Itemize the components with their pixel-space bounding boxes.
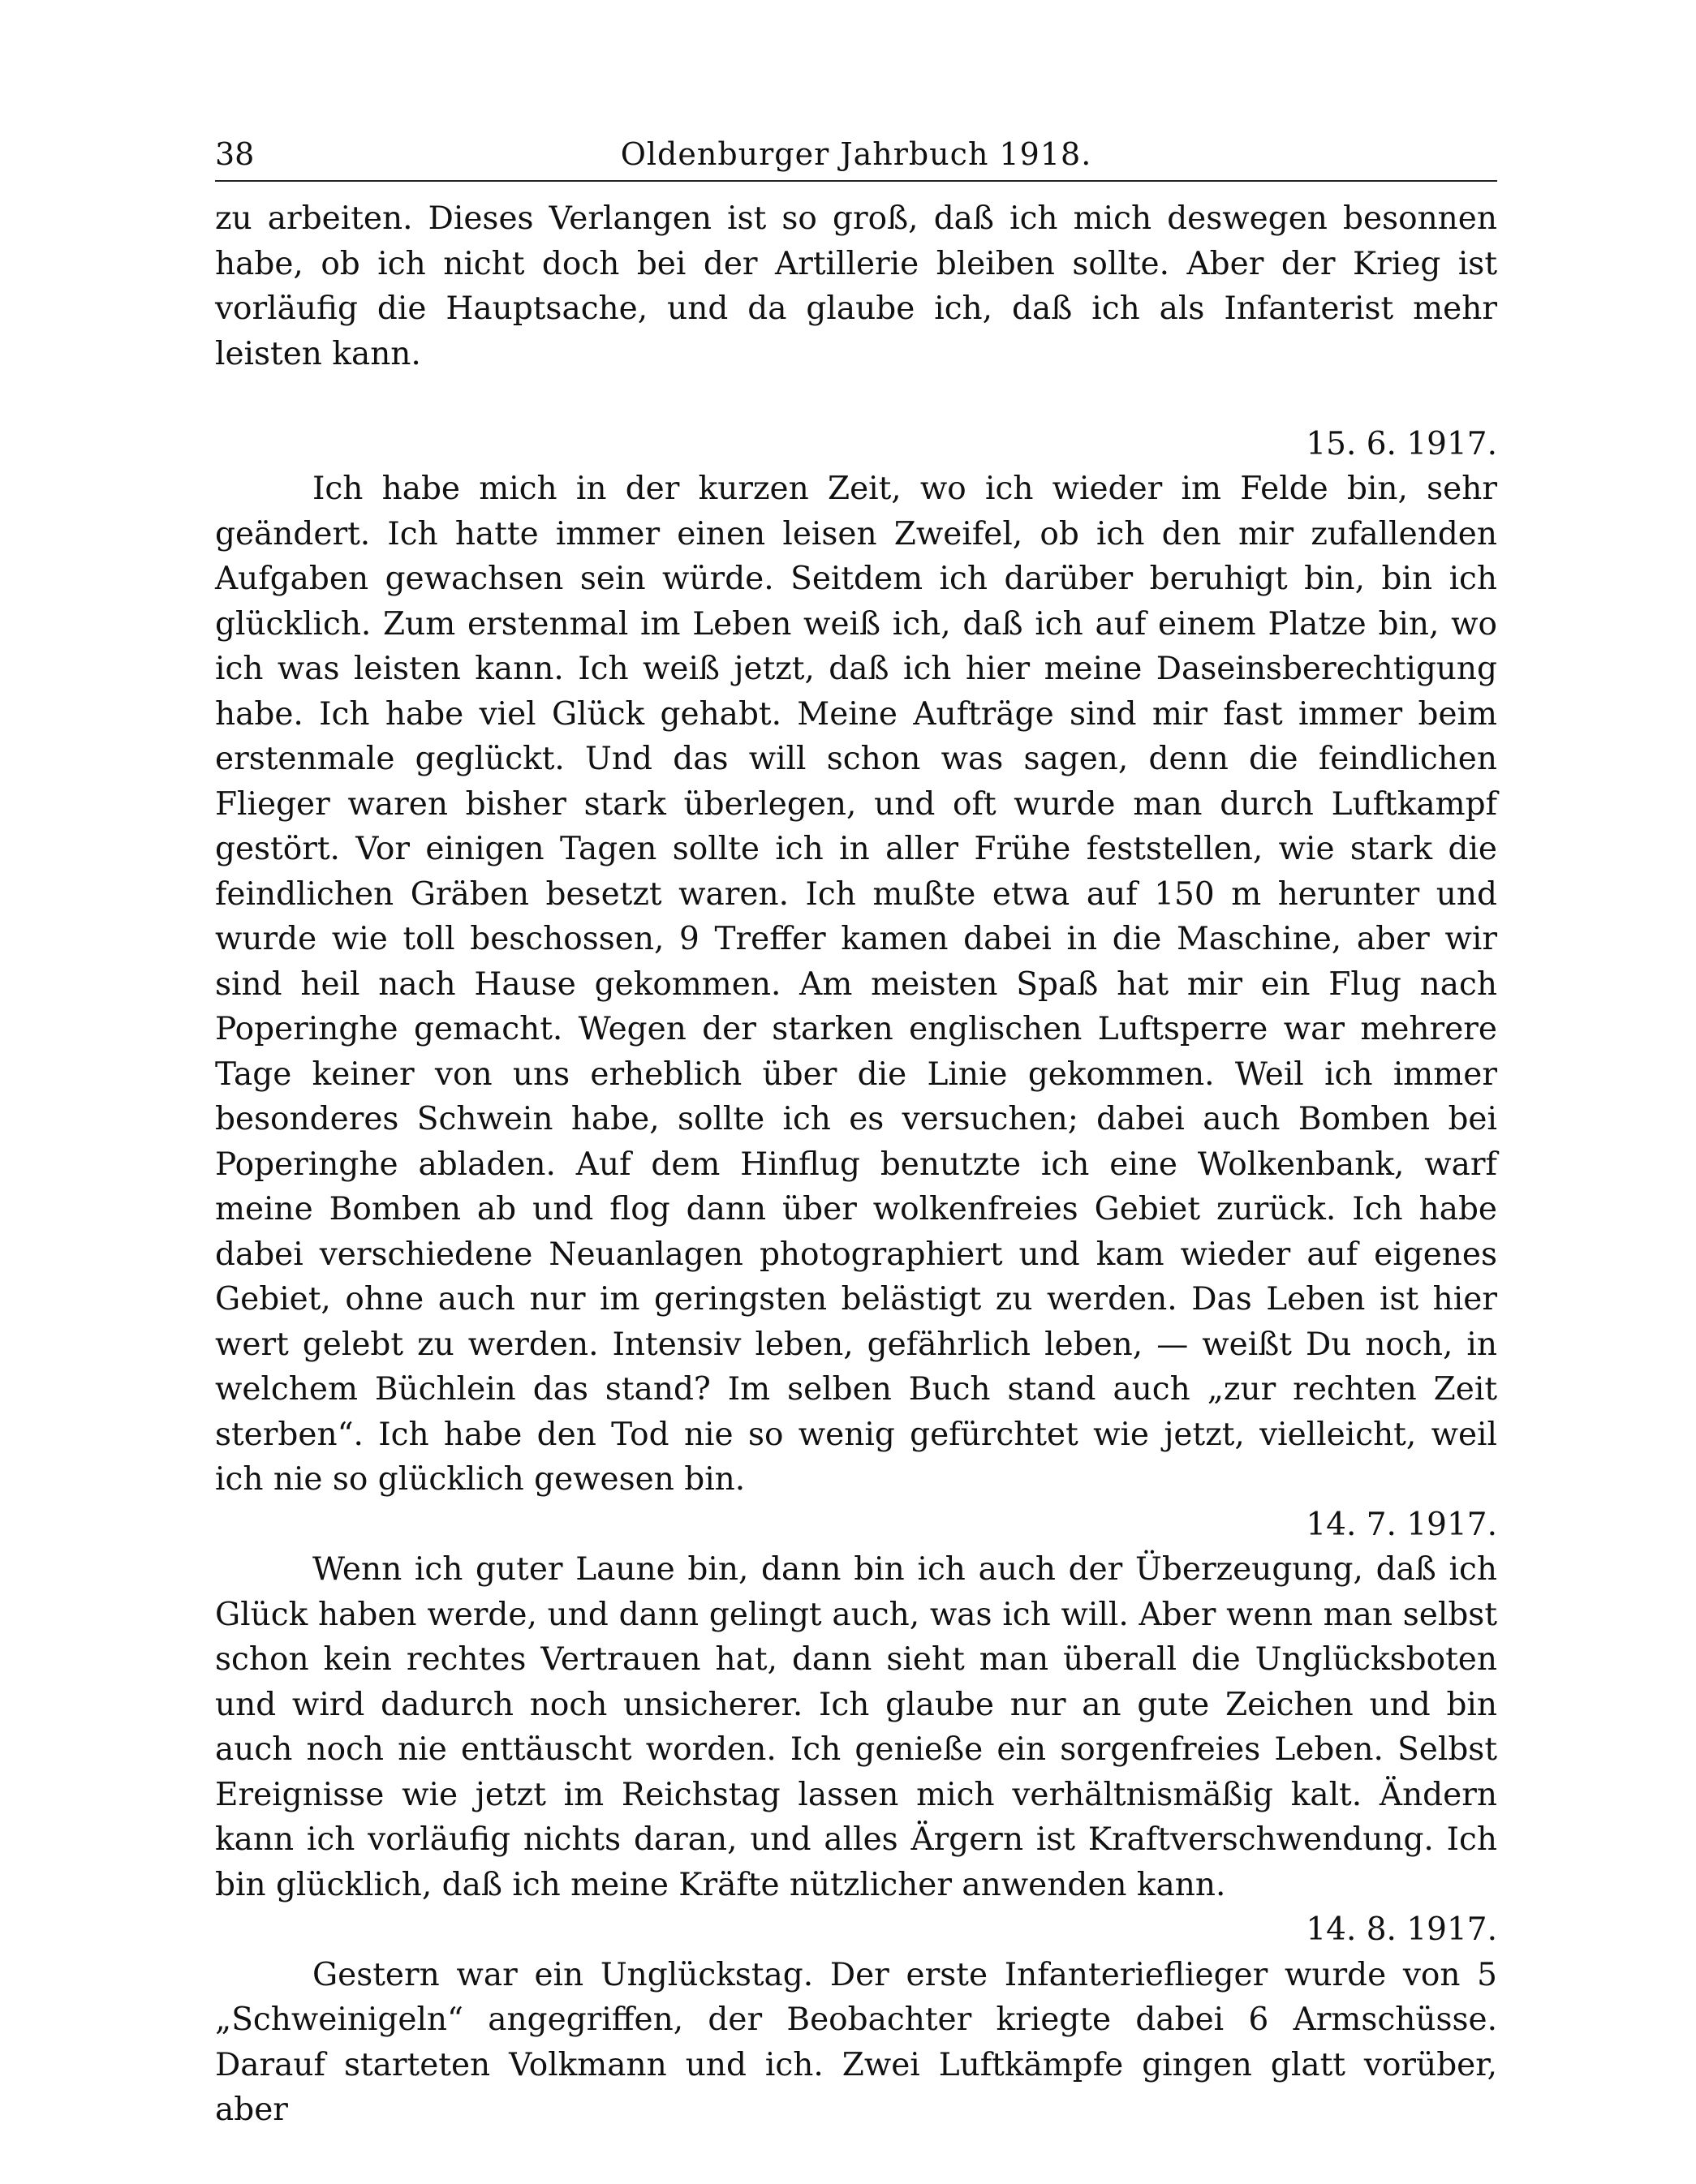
spacer <box>215 376 1497 422</box>
body-text <box>215 196 1497 2133</box>
date-line-1: 15. 6. 1917. <box>1306 425 1497 462</box>
header-rule <box>215 180 1497 182</box>
page-header <box>215 130 1497 178</box>
paragraph-3: Wenn ich guter Laune bin, dann bin ich auch der Überzeugung, daß ich Glück haben werde, und dann gelingt auch, was ich will. Aber wenn man selbst schon kein rechtes Vertrauen hat, dann sieht man überall die Unglücksboten und wird dadurch noch unsicherer. Ich glaube nur an gute Zeichen und bin auch noch nie enttäuscht worden. Ich genieße ein sorgenfreies Leben. Selbst Ereignisse wie jetzt im Reichstag lassen mich verhältnismäßig kalt. Ändern kann ich vorläufig nichts daran, und alles Ärgern ist Kraftverschwendung. Ich bin glücklich, daß ich meine Kräfte nützlicher anwenden kann. <box>215 1551 1497 1903</box>
paragraph-2: Ich habe mich in der kurzen Zeit, wo ich wieder im Felde bin, sehr geändert. Ich hatte immer einen leisen Zweifel, ob ich den mir zufallenden Aufgaben gewachsen sein würde. Seitdem ich darüber beruhigt bin, bin ich glücklich. Zum erstenmal im Leben weiß ich, daß ich auf einem Platze bin, wo ich was leisten kann. Ich weiß jetzt, daß ich hier meine Daseinsberechtigung habe. Ich habe viel Glück gehabt. Meine Aufträge sind mir fast immer beim erstenmale geglückt. Und das will schon was sagen, denn die feindlichen Flieger waren bisher stark überlegen, und oft wurde man durch Luftkampf gestört. Vor einigen Tagen sollte ich in aller Frühe feststellen, wie stark die feindlichen Gräben besetzt waren. Ich mußte etwa auf 150 m herunter und wurde wie toll beschossen, 9 Treffer kamen dabei in die Maschine, aber wir sind heil nach Hause gekommen. Am meisten Spaß hat mir ein Flug nach Poperinghe gemacht. Wegen der starken englischen Luftsperre war mehrere Tage keiner von uns erheblich über die Linie gekommen. Weil ich immer besonderes Schwein habe, sollte ich es versuchen; dabei auch Bomben bei Poperinghe abladen. Auf dem Hinflug benutzte ich eine Wolkenbank, warf meine Bomben ab und flog dann über wolkenfreies Gebiet zurück. Ich habe dabei verschiedene Neuanlagen photographiert und kam wieder auf eigenes Gebiet, ohne auch nur im geringsten belästigt zu werden. Das Leben ist hier wert gelebt zu werden. Intensiv leben, gefährlich leben, — weißt Du noch, in welchem Büchlein das stand? Im selben Buch stand auch „zur rechten Zeit sterben“. Ich habe den Tod nie so wenig gefürchtet wie jetzt, vielleicht, weil ich nie so glücklich gewesen bin. <box>215 471 1497 1498</box>
date-line-2: 14. 7. 1917. <box>1306 1506 1497 1543</box>
running-head: Oldenburger Jahrbuch 1918. <box>620 136 1092 172</box>
page-number: 38 <box>215 136 255 172</box>
paragraph-4: Gestern war ein Unglückstag. Der erste Infanterieflieger wurde von 5 „Schweinigeln“ angegriffen, der Beobachter kriegte dabei 6 Armschüsse. Darauf starteten Volkmann und ich. Zwei Luftkämpfe gingen glatt vorüber, aber <box>215 1956 1497 2128</box>
paragraph-1: zu arbeiten. Dieses Verlangen ist so groß, daß ich mich deswegen besonnen habe, ob ich nicht doch bei der Artillerie bleiben sollte. Aber der Krieg ist vorläufig die Hauptsache, und da glaube ich, daß ich als Infanterist mehr leisten kann. <box>215 200 1497 372</box>
date-line-3: 14. 8. 1917. <box>1306 1911 1497 1948</box>
